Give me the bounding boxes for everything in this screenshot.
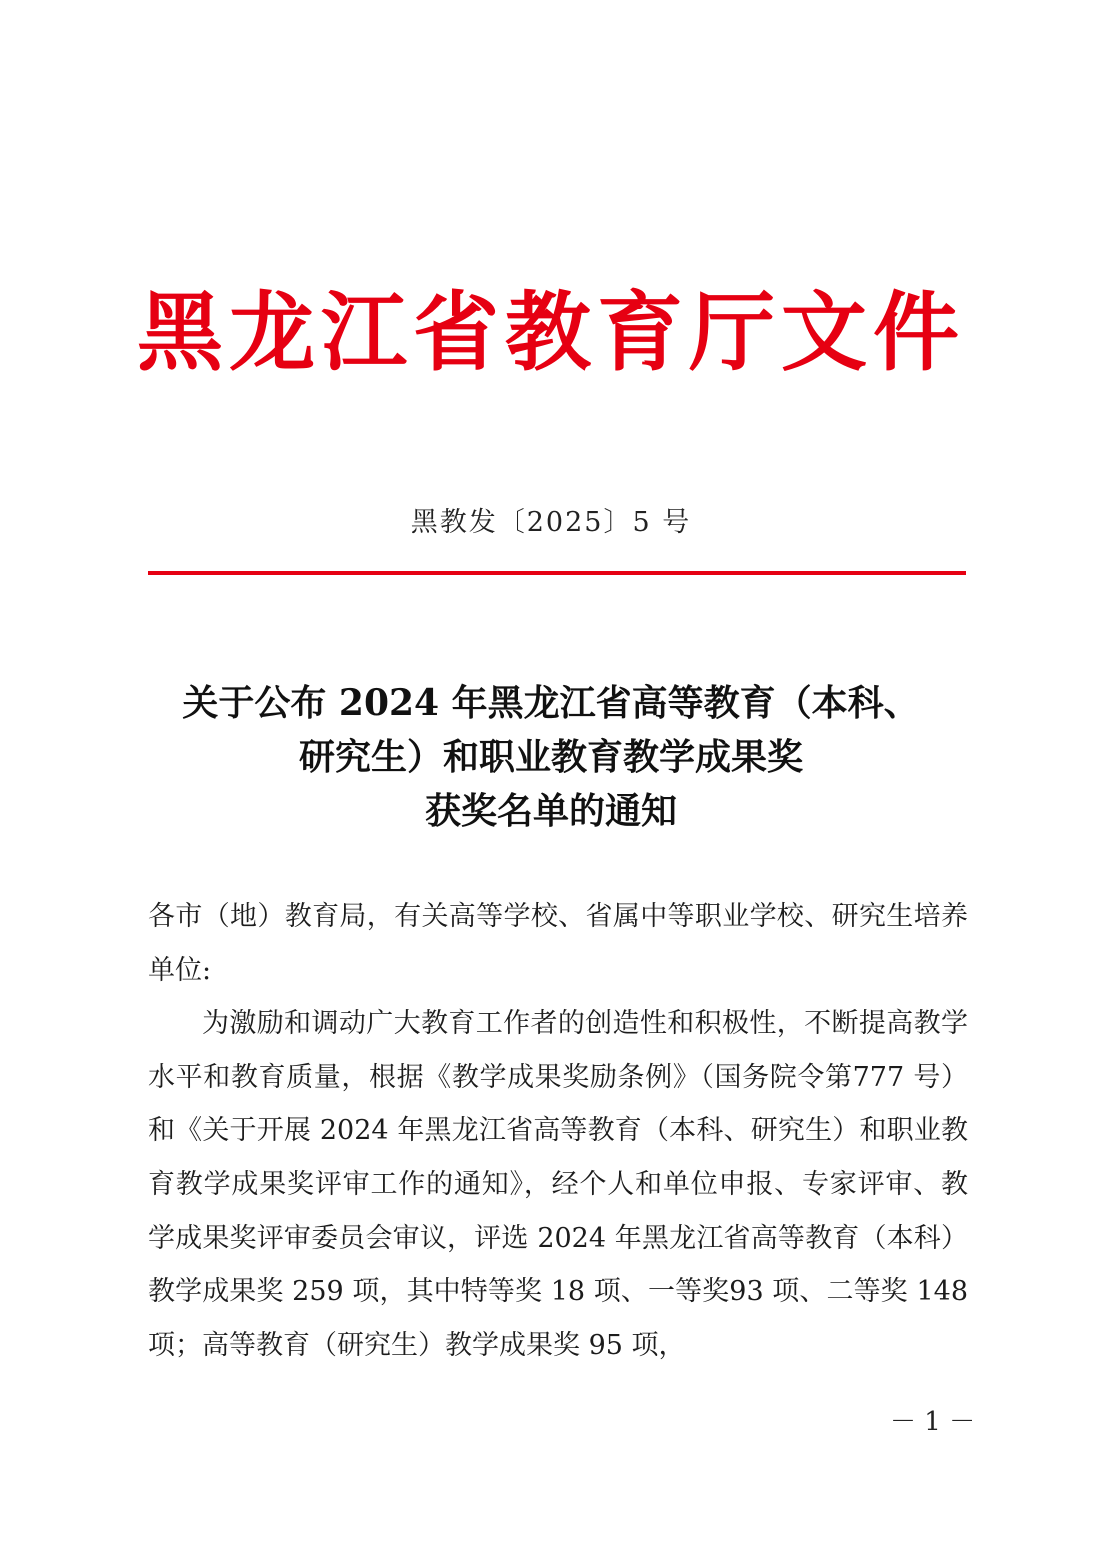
- title-line-2: 研究生）和职业教育教学成果奖: [298, 736, 803, 778]
- title-line-3: 获奖名单的通知: [424, 790, 677, 832]
- page-number: － 1 －: [890, 1407, 976, 1437]
- document-number: 黑教发〔2025〕5 号: [410, 507, 692, 538]
- notice-title: [120, 676, 982, 838]
- red-divider-line: [148, 571, 966, 575]
- title-line-1: 关于公布 2024 年黑龙江省高等教育（本科、: [182, 682, 920, 724]
- masthead-title: 黑龙江省教育厅文件: [137, 282, 965, 383]
- body-paragraph-1: 为激励和调动广大教育工作者的创造性和积极性，不断提高教学水平和教育质量，根据《教学成果奖励条例》（国务院令第777 号）和《关于开展 2024 年黑龙江省高等教育（本科、研究生）和职业教育教学成果奖评审工作的通知》，经个人和单位申报、专家评审、教学成果奖评审委员会审议，评选 2024 年黑龙江省高等教育（本科）教学成果奖 259 项，其中特等奖 18 项、一等奖93 项、二等奖 148 项；高等教育（研究生）教学成果奖 95 项，: [148, 1008, 968, 1361]
- addressee: 各市（地）教育局，有关高等学校、省属中等职业学校、研究生培养单位:: [148, 901, 968, 986]
- notice-body: [148, 890, 968, 1372]
